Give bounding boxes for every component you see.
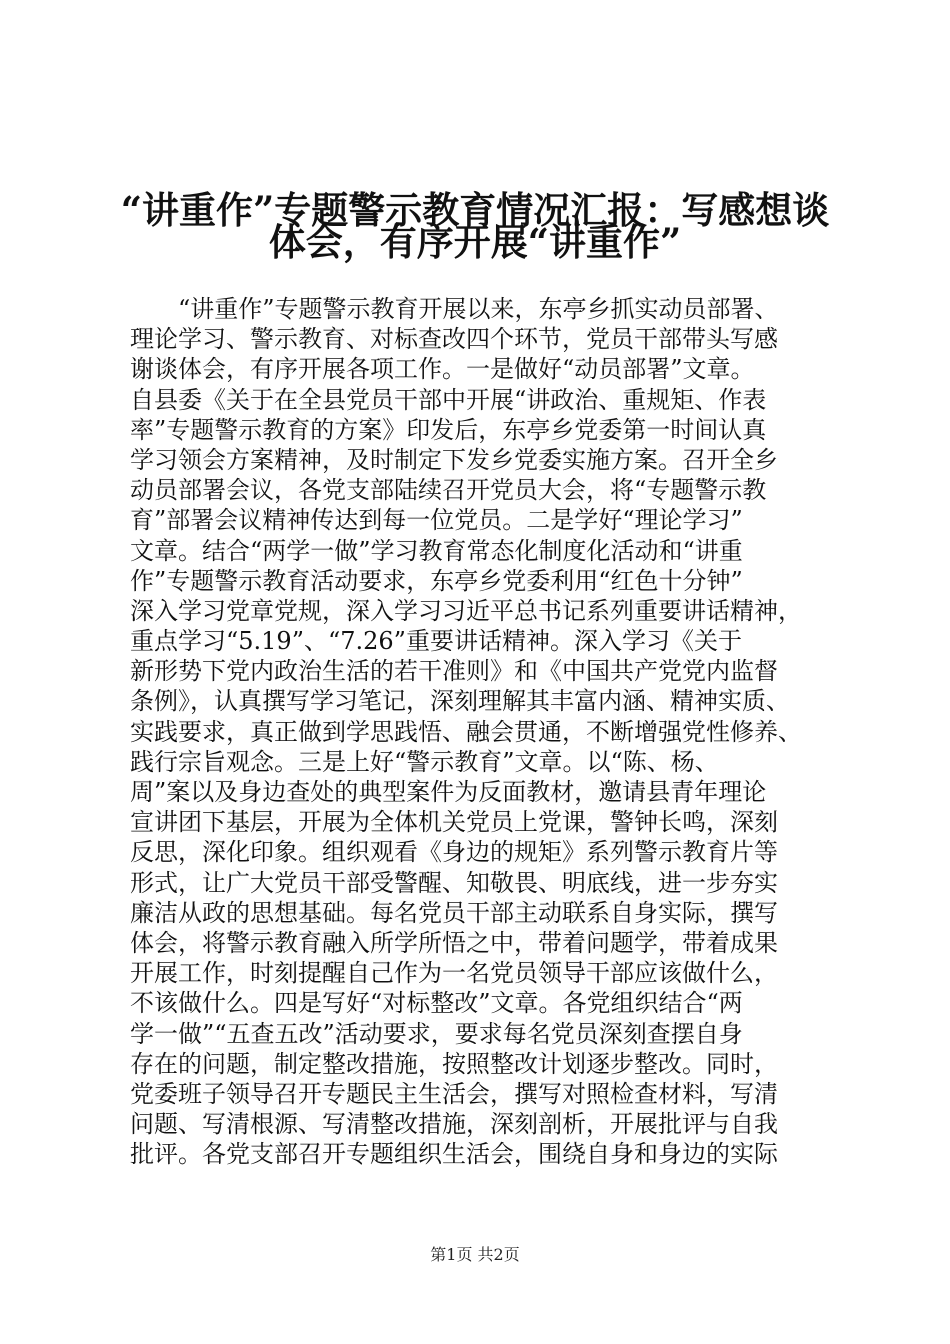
body-line: 反思，深化印象。组织观看《身边的规矩》系列警示教育片等 — [130, 838, 778, 867]
document-title-line-1: “讲重作”专题警示教育情况汇报：写感想谈 — [120, 188, 830, 232]
body-line: 存在的问题，制定整改措施，按照整改计划逐步整改。同时， — [130, 1049, 778, 1078]
body-line: 自县委《关于在全县党员干部中开展“讲政治、重规矩、作表 — [130, 385, 767, 414]
body-line: 批评。各党支部召开专题组织生活会，围绕自身和身边的实际 — [130, 1140, 778, 1169]
body-line: 廉洁从政的思想基础。每名党员干部主动联系自身实际，撰写 — [130, 898, 778, 927]
body-line: “讲重作”专题警示教育开展以来，东亭乡抓实动员部署、 — [178, 295, 779, 323]
body-line: 理论学习、警示教育、对标查改四个环节，党员干部带头写感 — [130, 325, 778, 354]
body-line: 谢谈体会，有序开展各项工作。一是做好“动员部署”文章。 — [130, 355, 755, 384]
body-line: 深入学习党章党规，深入学习习近平总书记系列重要讲话精神， — [130, 596, 802, 625]
body-line: 动员部署会议，各党支部陆续召开党员大会，将“专题警示教 — [130, 476, 767, 505]
page-footer: 第1页 共2页 — [430, 1245, 520, 1264]
body-line: 学习领会方案精神，及时制定下发乡党委实施方案。召开全乡 — [130, 445, 778, 474]
body-line: 育”部署会议精神传达到每一位党员。二是学好“理论学习” — [130, 506, 743, 535]
body-line: 形式，让广大党员干部受警醒、知敬畏、明底线，进一步夯实 — [130, 868, 778, 897]
body-line: 作”专题警示教育活动要求，东亭乡党委利用“红色十分钟” — [130, 566, 743, 595]
document-title-line-2: 体会，有序开展“讲重作” — [268, 220, 682, 264]
body-line: 学一做”“五查五改”活动要求，要求每名党员深刻查摆自身 — [130, 1019, 743, 1048]
body-line: 党委班子领导召开专题民主生活会，撰写对照检查材料，写清 — [130, 1079, 778, 1108]
body-line: 重点学习“5.19”、“7.26”重要讲话精神。深入学习《关于 — [130, 627, 742, 656]
body-line: 宣讲团下基层，开展为全体机关党员上党课，警钟长鸣，深刻 — [130, 808, 778, 837]
body-line: 新形势下党内政治生活的若干准则》和《中国共产党党内监督 — [130, 657, 778, 686]
body-line: 践行宗旨观念。三是上好“警示教育”文章。以“陈、杨、 — [130, 747, 719, 776]
document-body — [130, 294, 850, 1169]
body-line: 条例》，认真撰写学习笔记，深刻理解其丰富内涵、精神实质、 — [130, 687, 790, 716]
body-line: 体会，将警示教育融入所学所悟之中，带着问题学，带着成果 — [130, 928, 778, 957]
body-line: 不该做什么。四是写好“对标整改”文章。各党组织结合“两 — [130, 989, 743, 1018]
body-line: 文章。结合“两学一做”学习教育常态化制度化活动和“讲重 — [130, 536, 743, 565]
body-line: 实践要求，真正做到学思践悟、融会贯通，不断增强党性修养、 — [130, 717, 802, 746]
body-line: 周”案以及身边查处的典型案件为反面教材，邀请县青年理论 — [130, 778, 767, 806]
body-line: 率”专题警示教育的方案》印发后，东亭乡党委第一时间认真 — [130, 415, 767, 444]
body-line: 问题、写清根源、写清整改措施，深刻剖析，开展批评与自我 — [130, 1110, 778, 1139]
body-line: 开展工作，时刻提醒自己作为一名党员领导干部应该做什么， — [130, 959, 778, 988]
